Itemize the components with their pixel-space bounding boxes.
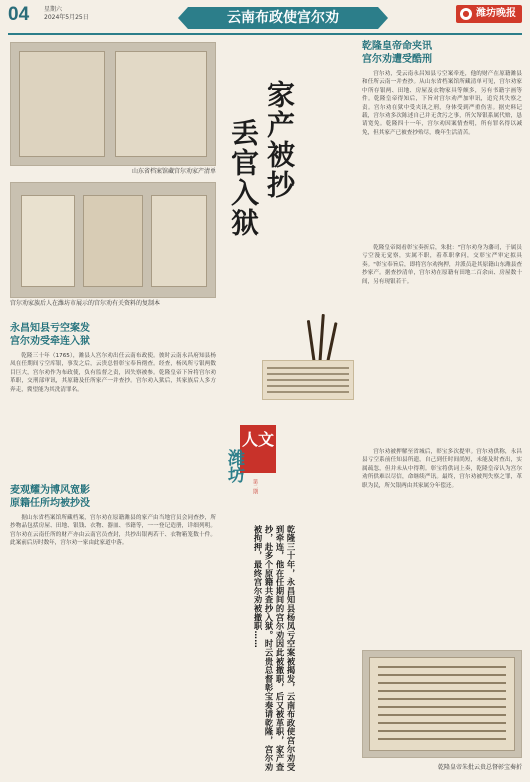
brand-label: 潍坊晚报 xyxy=(476,8,516,19)
headline-main: 家产被抄 xyxy=(263,80,296,200)
right-top-paragraph: 宫尔劝，受云南永昌知县亏空案牵连，他的财产在原籍潍县和任所云南一并查抄。从山东省档案馆所藏清单可见，宫尔劝家中所存银两、田地、房屋及衣物家具等颇多，另有书籍字画等件。乾隆皇帝得知后，下旨对宫尔劝严加审讯，追究其失察之责。宫尔劝在狱中受夹讯之刑，身体受到严重伤害。据史料记载，宫尔劝多次陈述自己并无贪污之事，所欠帑银系属代赔，恳请宽免。乾隆四十一年，宫尔劝因案情查明，所有罪名得以减免，但其家产已被查抄殆尽，晚年生活清苦。 xyxy=(362,71,522,136)
top-left-caption: 山东省档案馆藏宫尔劝家产清单 xyxy=(131,168,216,175)
header-rule xyxy=(8,33,522,35)
issue-date: 2024年5月25日 xyxy=(44,14,89,21)
left-bottom-paragraph: 据山东省档案馆所藏档案，宫尔劝在原籍潍县的家产由当地官员会同查抄，所抄物品包括房屋、田地、银钱、衣物、器皿、书籍等，一一登记造册，详细列明。宫尔劝在云南任所的财产亦由云南官员查封，共抄出银两若干、衣物箱笼数十件。此案前后历时数年，宫尔劝一家由此家道中落。 xyxy=(10,515,216,547)
newspaper-brand[interactable] xyxy=(456,5,522,23)
banner-teal-label: 潍坊 xyxy=(224,449,244,483)
document-1 xyxy=(21,195,75,287)
logo-icon: ● xyxy=(460,8,472,20)
left-mid-body xyxy=(10,352,216,472)
archive-list-photo[interactable] xyxy=(10,42,216,166)
banner-red-label: 人文 xyxy=(240,425,276,473)
document-2 xyxy=(83,195,143,287)
right-top-heading xyxy=(362,40,522,66)
document-3 xyxy=(151,195,207,287)
bottom-right-caption: 乾隆皇帝朱批云贵总督彰宝奏折 xyxy=(437,764,522,771)
right-top-body xyxy=(362,70,522,240)
scroll-illustration xyxy=(262,360,354,400)
memorial-document xyxy=(369,657,515,751)
left-mid-heading xyxy=(10,322,216,348)
right-top-heading-line2: 宫尔劝遭受酷刑 xyxy=(362,54,432,65)
memorial-photo[interactable] xyxy=(362,650,522,758)
page-number: 04 xyxy=(8,4,30,25)
right-bottom-body xyxy=(362,448,522,644)
left-mid-paragraph: 乾隆三十年（1765），潍县人宫尔劝出任云南布政使。彼时云南永昌府知县杨凤在任期间亏空库银，事发之后，云贵总督彰宝奉旨彻查。经查，杨凤所亏银两数目巨大，宫尔劝作为布政使，负有监督之责，因失察被参。乾隆皇帝下旨将宫尔劝革职，交刑部审讯，其原籍及任所家产一并查抄。宫尔劝入狱后，其家族后人多方奔走，冀望能为其洗清罪名。 xyxy=(10,353,216,393)
section-title: 云南布政使宫尔劝 xyxy=(188,7,378,29)
archive-page-left xyxy=(19,51,105,157)
left-mid-heading-line1: 永昌知县亏空案发 xyxy=(10,323,90,334)
right-top-heading-line1: 乾隆皇帝命夹讯 xyxy=(362,41,432,52)
left-bottom-heading-line1: 麦观耀为博风宽影 xyxy=(10,485,90,496)
banner-tag: 第二期 xyxy=(252,479,258,494)
column-banner xyxy=(218,425,280,533)
left-bottom-heading-line2: 原籍任所均被抄没 xyxy=(10,498,90,509)
right-bottom-paragraph: 宫尔劝被押解至省城后，彰宝多次提审。宫尔劝供称，永昌县亏空系前任知县所遗，自己到任时间尚短，未能及时查出，实属疏忽，但并未从中得利。彰宝将供词上奏，乾隆皇帝认为宫尔劝所供难以尽信，命继续严讯。最终，宫尔劝被判失察之罪，革职为民，所欠银两由其家属分年偿还。 xyxy=(362,449,522,489)
right-mid-body xyxy=(362,244,522,444)
intro-text: 乾隆三十年，永昌知县杨凤亏空案被揭发，云南布政使宫尔劝受到牵连，他在任期间的宫尔劝因此被撤职，后又被革职，家产查抄，赴多个原籍共查抄入狱。时云贵总督彰宝奏请乾隆，宫尔劝被拘押，最终宫尔劝被撤职…… xyxy=(253,525,296,772)
left-bottom-body xyxy=(10,514,216,774)
left-mid-heading-line2: 宫尔劝受牵连入狱 xyxy=(10,336,90,347)
middle-left-caption: 宫尔劝家族后人在潍坊市展示的宫尔劝有关资料的复制本 xyxy=(10,300,161,307)
issue-info xyxy=(44,6,114,22)
right-mid-paragraph: 乾隆皇帝阅看彰宝奏折后，朱批："宫尔劝身为藩司，于属员亏空漫无觉察，实属不职，着革职拿问，交彰宝严审定拟具奏。"彰宝奉旨后，即将宫尔劝拘押，并派员赴其原籍山东潍县查抄家产。据查抄清单，宫尔劝在原籍有田地二百余亩、房屋数十间，另有现银若干。 xyxy=(362,245,522,285)
issue-weekday: 星期六 xyxy=(44,6,63,13)
document-lines xyxy=(378,666,506,668)
descendants-documents-photo[interactable] xyxy=(10,182,216,298)
archive-page-right xyxy=(115,51,207,157)
headline-sub: 丢官入狱 xyxy=(227,118,260,238)
left-bottom-heading xyxy=(10,484,216,510)
page-header xyxy=(0,0,530,40)
